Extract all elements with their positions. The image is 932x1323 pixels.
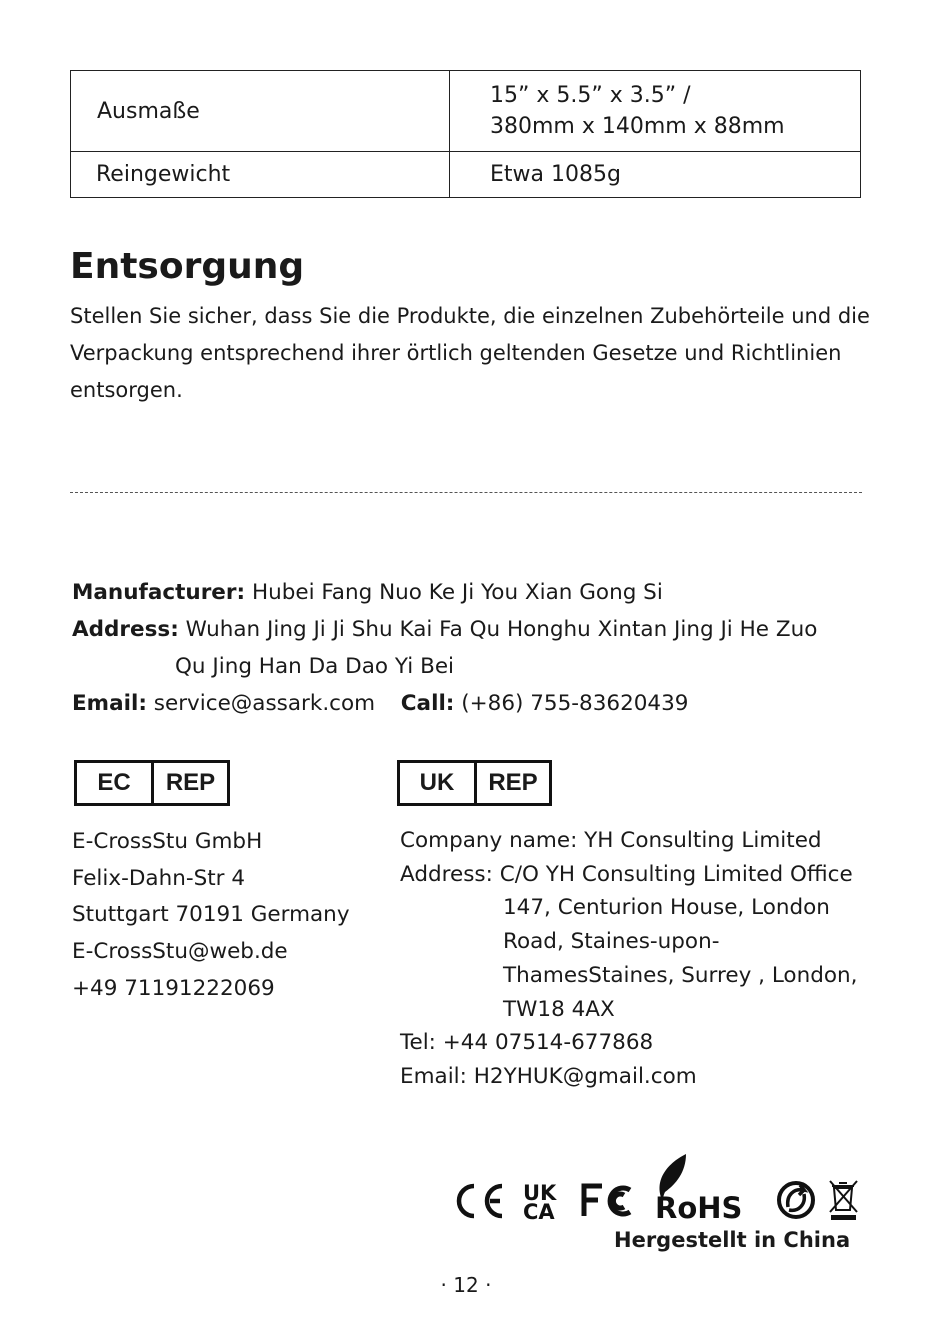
ec-rep-address	[72, 824, 350, 1008]
spec-label-cell	[71, 152, 450, 198]
spec-value-cell	[450, 152, 861, 198]
ukca-bottom-text: CA	[523, 1200, 555, 1224]
compliance-marks	[450, 1150, 870, 1230]
made-in-label: Hergestellt in China	[614, 1228, 851, 1252]
disposal-heading: Entsorgung	[70, 246, 305, 287]
spec-table	[70, 70, 861, 198]
call-label: Call:	[400, 691, 455, 716]
fcc-mark-icon	[584, 1186, 630, 1216]
email-value: service@assark.com	[153, 691, 376, 716]
ec-rep-badge	[74, 760, 230, 806]
recycle-icon	[779, 1183, 813, 1217]
email-label: Email:	[72, 691, 147, 716]
spec-label-cell	[71, 71, 450, 152]
address-line	[72, 615, 817, 645]
manufacturer-value: Hubei Fang Nuo Ke Ji You Xian Gong Si	[251, 580, 663, 605]
ec-rep-right: REP	[165, 769, 216, 796]
dashed-divider	[70, 492, 862, 493]
uk-rep-address-line: TW18 4AX	[503, 996, 615, 1022]
weee-bin-icon	[830, 1181, 857, 1220]
ec-rep-line: E-CrossStu@web.de	[72, 939, 288, 965]
ec-rep-line: Stuttgart 70191 Germany	[72, 902, 350, 928]
uk-rep-address-line: 147, Centurion House, London	[503, 895, 830, 921]
address-value-line1: Wuhan Jing Ji Ji Shu Kai Fa Qu Honghu Xintan Jing Ji He Zuo	[185, 617, 818, 642]
spec-row	[71, 71, 861, 152]
uk-rep-address-line: Road, Staines-upon-	[503, 929, 720, 955]
ec-rep-line: +49 71191222069	[72, 975, 275, 1001]
manufacturer-line	[72, 578, 663, 608]
uk-rep-left: UK	[400, 763, 477, 803]
uk-rep-right: REP	[488, 769, 538, 796]
ce-mark-icon	[459, 1186, 502, 1216]
ukca-top-text: UK	[523, 1181, 557, 1205]
uk-rep-address-first: Address: C/O YH Consulting Limited Office	[400, 861, 853, 887]
uk-rep-tel: Tel: +44 07514-677868	[400, 1030, 654, 1056]
ec-rep-line: Felix-Dahn-Str 4	[72, 865, 246, 891]
address-label: Address:	[72, 617, 179, 642]
ec-rep-left: EC	[77, 763, 154, 803]
address-value-line2: Qu Jing Han Da Dao Yi Bei	[175, 654, 455, 679]
call-value: (+86) 755-83620439	[461, 691, 689, 716]
spec-row	[71, 152, 861, 198]
spec-label: Reingewicht	[96, 162, 231, 187]
spec-value-line: Etwa 1085g	[490, 162, 621, 187]
page-number: · 12 ·	[440, 1273, 492, 1297]
rohs-text: RoHS	[655, 1191, 743, 1225]
disposal-text: Stellen Sie sicher, dass Sie die Produkte, die einzelnen Zubehörteile und die Verpackung entsprechend ihrer örtlich geltenden Gesetze und Richtlinien entsorgen.	[70, 304, 870, 402]
ukca-mark-icon	[523, 1181, 557, 1224]
manufacturer-label: Manufacturer:	[72, 580, 246, 605]
uk-rep-address	[400, 824, 857, 1094]
uk-rep-email: Email: H2YHUK@gmail.com	[400, 1063, 697, 1089]
contact-line	[72, 689, 688, 719]
rohs-mark-icon	[655, 1154, 742, 1225]
uk-rep-company: Company name: YH Consulting Limited	[400, 828, 822, 853]
spec-value-cell	[450, 71, 861, 152]
uk-rep-address-line: ThamesStaines, Surrey , London,	[503, 962, 858, 988]
ec-rep-line: E-CrossStu GmbH	[72, 829, 263, 854]
uk-rep-badge	[397, 760, 552, 806]
spec-label: Ausmaße	[97, 98, 200, 124]
spec-value-line: 15” x 5.5” x 3.5” /	[490, 83, 691, 108]
spec-value-line: 380mm x 140mm x 88mm	[490, 114, 785, 139]
